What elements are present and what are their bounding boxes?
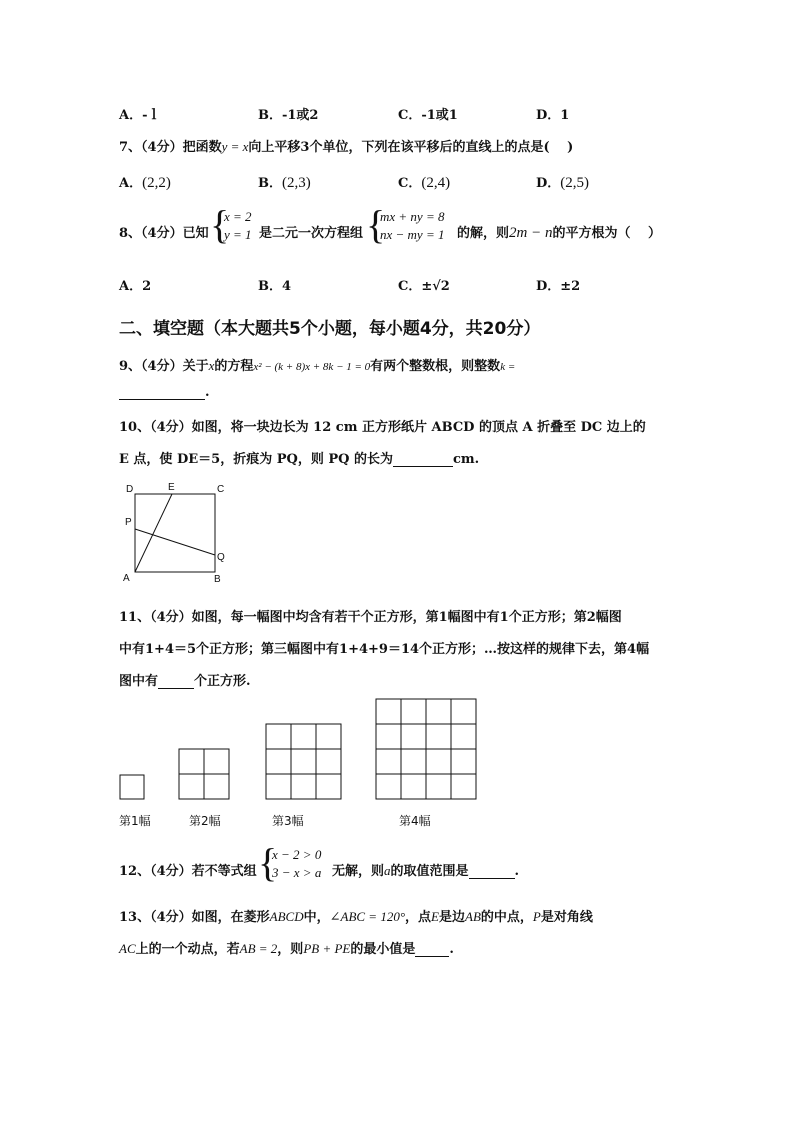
caption-grid-3: 第3幅 xyxy=(272,814,304,828)
label-p: P xyxy=(125,517,132,528)
q8-system-1-line-1: x = 2 xyxy=(224,209,252,224)
q13-abcd: ABCD xyxy=(269,909,304,924)
q9-question xyxy=(119,355,515,374)
q11-line-3 xyxy=(119,670,251,689)
q12-end: . xyxy=(514,864,520,879)
q6-option-b: B．-1或2 xyxy=(258,108,319,123)
q8-option-b: B．4 xyxy=(258,279,292,294)
q8-mid: 是二元一次方程组 xyxy=(259,226,364,241)
q8-system-1-line-2: y = 1 xyxy=(224,227,252,242)
grid-3 xyxy=(266,724,341,799)
q12-system-line-2: 3 − x > a xyxy=(272,865,322,880)
q12-tail: 的取值范围是 xyxy=(390,864,469,879)
q7-option-a-value: (2,2) xyxy=(142,175,171,191)
q12-tail-line xyxy=(332,860,519,879)
q13-line-2 xyxy=(119,938,454,957)
q8-system-2-line-2: nx − my = 1 xyxy=(380,227,445,242)
q13-line-1c: ，点 xyxy=(405,910,432,925)
q8-option-d: D．±2 xyxy=(536,279,581,294)
q11-answer-blank[interactable] xyxy=(158,676,194,689)
q13-line-2c: 的最小值是 xyxy=(350,942,416,957)
label-e: E xyxy=(168,482,175,493)
q7-option-a-label: A． xyxy=(119,176,143,191)
q13-line-1b: 中， xyxy=(303,910,330,925)
q7-option-b-value: (2,3) xyxy=(282,175,311,191)
q13-pb-pe: PB + PE xyxy=(303,941,351,956)
q12-prefix: 12、（4分）若不等式组 xyxy=(119,864,257,879)
q13-ab: AB xyxy=(465,909,481,924)
grid-2 xyxy=(179,749,229,799)
q13-angle: ∠ABC = 120° xyxy=(329,909,406,924)
q10-line-2 xyxy=(119,448,479,467)
crease-pq xyxy=(135,529,215,555)
label-d: D xyxy=(126,484,134,495)
q7-option-d-label: D． xyxy=(536,176,561,191)
q9-answer-blank[interactable] xyxy=(119,387,205,400)
q7-suffix: 向上平移3个单位，下列在该平移后的直线上的点是( ) xyxy=(248,140,574,155)
q11-line-3a: 图中有 xyxy=(119,674,159,689)
caption-grid-4: 第4幅 xyxy=(399,814,431,828)
q7-prefix: 7、（4分）把函数 xyxy=(119,140,222,155)
q8-system-2 xyxy=(380,208,444,244)
label-b: B xyxy=(214,574,221,585)
q13-point-e: E xyxy=(431,909,439,924)
q13-line-1f: 是对角线 xyxy=(540,910,593,925)
section-heading: 二、填空题（本大题共5个小题，每小题4分，共20分） xyxy=(119,319,541,339)
grid-4 xyxy=(376,699,476,799)
q12-brace: { xyxy=(258,840,278,885)
q7-option-b-label: B． xyxy=(258,176,282,191)
segment-ae xyxy=(135,494,172,572)
q13-point-p: P xyxy=(532,909,541,924)
q13-line-2a: 上的一个动点，若 xyxy=(135,942,240,957)
label-q: Q xyxy=(217,552,225,563)
q13-line-1 xyxy=(119,906,593,925)
q6-option-c: C．-1或1 xyxy=(398,108,458,123)
q10-fold-figure xyxy=(118,480,233,585)
q9-end: . xyxy=(205,385,210,400)
q9-equation: x² − (k + 8)x + 8k − 1 = 0 xyxy=(253,361,371,373)
q13-end: . xyxy=(449,942,454,957)
q7-option-d-value: (2,5) xyxy=(560,175,590,191)
q10-line-1: 10、（4分）如图，将一块边长为 12 cm 正方形纸片 ABCD 的顶点 A 折叠至 DC 边上的 xyxy=(119,420,646,435)
q8-end: 的平方根为（ ） xyxy=(552,226,662,241)
q8-expr: 2m − n xyxy=(509,225,553,241)
q10-line-2-text: E 点，使 DE＝5，折痕为 PQ，则 PQ 的长为 xyxy=(119,452,393,467)
q7-option-a xyxy=(119,172,171,192)
q12-answer-blank[interactable] xyxy=(469,866,515,879)
q9-k: k = xyxy=(500,361,516,373)
q9-prefix: 9、（4分）关于 xyxy=(119,359,209,374)
q10-line-2-end: cm. xyxy=(452,452,480,467)
caption-grid-1: 第1幅 xyxy=(119,814,151,828)
q11-line-1: 11、（4分）如图，每一幅图中均含有若干个正方形，第1幅图中有1个正方形；第2幅图 xyxy=(119,610,622,625)
q13-line-1a: 13、（4分）如图，在菱形 xyxy=(119,910,270,925)
q6-option-d: D．1 xyxy=(536,108,570,123)
q7-option-c-label: C． xyxy=(398,176,422,191)
q9-mid: 的方程 xyxy=(214,359,254,374)
q7-question xyxy=(119,136,573,155)
q8-tail: 的解，则 xyxy=(457,226,510,241)
q13-line-2b: ，则 xyxy=(277,942,304,957)
q7-option-c xyxy=(398,172,450,192)
q8-system-2-line-1: mx + ny = 8 xyxy=(380,209,445,224)
q7-option-c-value: (2,4) xyxy=(421,175,451,191)
q9-answer-line xyxy=(119,385,210,400)
q13-line-1e: 的中点， xyxy=(480,910,533,925)
q12-a: a xyxy=(384,863,391,878)
q13-ab-value: AB = 2 xyxy=(239,941,278,956)
q12-mid: 无解，则 xyxy=(332,864,385,879)
q13-answer-blank[interactable] xyxy=(415,944,449,957)
q6-option-a: A．-ｌ xyxy=(119,108,161,123)
q9-var: x xyxy=(208,358,215,373)
q10-answer-blank[interactable] xyxy=(393,454,453,467)
q9-tail: 有两个整数根，则整数 xyxy=(370,359,501,374)
q8-tail-line xyxy=(457,222,661,242)
q8-option-c: C．±√2 xyxy=(398,279,450,294)
q11-square-grids xyxy=(118,695,480,805)
label-c: C xyxy=(217,484,225,495)
q12-system-line-1: x − 2 > 0 xyxy=(272,847,322,862)
q13-line-1d: 是边 xyxy=(439,910,466,925)
label-a: A xyxy=(123,573,130,584)
q11-line-2: 中有1+4＝5个正方形；第三幅图中有1+4+9＝14个正方形；…按这样的规律下去，第4幅 xyxy=(119,642,650,657)
q7-func: y = x xyxy=(221,139,249,154)
q13-ac: AC xyxy=(119,941,136,956)
caption-grid-2: 第2幅 xyxy=(189,814,221,828)
q8-brace-1: { xyxy=(210,202,230,247)
q7-option-b xyxy=(258,172,311,192)
q8-brace-2: { xyxy=(366,202,386,247)
q8-system-1 xyxy=(224,208,252,244)
grid-1 xyxy=(120,775,144,799)
q11-line-3b: 个正方形. xyxy=(194,674,251,689)
q12-system xyxy=(272,846,321,882)
q8-option-a: A．2 xyxy=(119,279,152,294)
q8-prefix: 8、（4分）已知 xyxy=(119,226,209,241)
q7-option-d xyxy=(536,172,589,192)
